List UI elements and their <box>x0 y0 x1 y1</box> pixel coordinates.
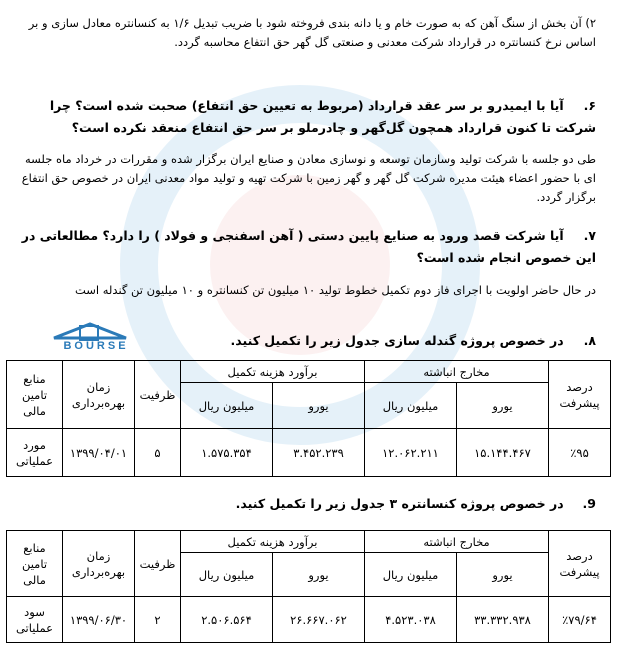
table-concentrate-project <box>6 530 611 643</box>
answer-6: طی دو جلسه با شرکت تولید وسازمان توسعه و نوسازی معادن و صنایع ایران برگزار شده و مقررات در خرداد ماه جلسه ای با حضور اعضاء هیئت مدیره شرکت گل گهر و گهر زمین با شرکت تهیه و تولید مواد معدنی ایران در خصوص حق انتفاع برگزار گردد. <box>21 152 596 204</box>
header-acc-euro: یورو <box>457 383 549 429</box>
header-funding: منابع تامین مالی <box>7 361 63 429</box>
cell-est-euro: ۳.۴۵۲.۲۳۹ <box>273 429 365 477</box>
header-capacity: ظرفیت <box>135 531 181 597</box>
question-7-number: ۷. <box>583 228 596 243</box>
cell-funding: سود عملیاتی <box>7 597 63 643</box>
cell-acc-euro: ۱۵.۱۴۴.۴۶۷ <box>457 429 549 477</box>
header-accumulated: مخارج انباشته <box>365 361 549 383</box>
cell-acc-euro: ۳۳.۳۳۲.۹۳۸ <box>457 597 549 643</box>
header-est-rial: میلیون ریال <box>181 383 273 429</box>
cell-capacity: ۲ <box>135 597 181 643</box>
header-accumulated: مخارج انباشته <box>365 531 549 553</box>
cell-funding: مورد عملیاتی <box>7 429 63 477</box>
answer-7: در حال حاضر اولویت با اجرای فاز دوم تکمیل خطوط تولید ۱۰ میلیون تن کنسانتره و ۱۰ میلیون تن گندله است <box>74 283 596 297</box>
header-estimate: برآورد هزینه تکمیل <box>181 361 365 383</box>
header-acc-rial: میلیون ریال <box>365 553 457 597</box>
header-est-rial: میلیون ریال <box>181 553 273 597</box>
header-acc-rial: میلیون ریال <box>365 383 457 429</box>
question-6-number: ۶. <box>583 98 596 113</box>
logo-text: BOURSE <box>63 340 129 352</box>
cell-progress: ٪۷۹/۶۴ <box>549 597 611 643</box>
cell-progress: ٪۹۵ <box>549 429 611 477</box>
header-est-euro: یورو <box>273 553 365 597</box>
cell-est-rial: ۱.۵۷۵.۳۵۴ <box>181 429 273 477</box>
cell-operation-time: ۱۳۹۹/۰۴/۰۱ <box>63 429 135 477</box>
question-9-text: در خصوص پروژه کنسانتره ۳ جدول زیر را تکمیل کنید. <box>235 496 564 511</box>
question-9-number: 9. <box>582 496 596 511</box>
cell-operation-time: ۱۳۹۹/۰۶/۳۰ <box>63 597 135 643</box>
cell-capacity: ۵ <box>135 429 181 477</box>
cell-est-euro: ۲۶.۶۶۷.۰۶۲ <box>273 597 365 643</box>
question-8-text: در خصوص پروژه گندله سازی جدول زیر را تکمیل کنید. <box>230 333 564 348</box>
question-9 <box>18 493 596 515</box>
paragraph-2: ۲) آن بخش از سنگ آهن که به صورت خام و یا دانه بندی فروخته شود با ضریب تبدیل ۱/۶ به کنسانتره معادل سازی و بر اساس نرخ کنسانتره در قرارداد شرکت معدنی و صنعتی گل گهر حق انتفاع محاسبه گردد. <box>28 16 596 49</box>
header-estimate: برآورد هزینه تکمیل <box>181 531 365 553</box>
header-est-euro: یورو <box>273 383 365 429</box>
cell-est-rial: ۲.۵۰۶.۵۶۴ <box>181 597 273 643</box>
question-7 <box>18 225 596 269</box>
header-acc-euro: یورو <box>457 553 549 597</box>
header-progress: درصد پیشرفت <box>549 531 611 597</box>
question-6 <box>18 95 596 139</box>
header-operation-time: زمان بهره‌برداری <box>63 531 135 597</box>
header-funding: منابع تامین مالی <box>7 531 63 597</box>
header-progress: درصد پیشرفت <box>549 361 611 429</box>
bourse-logo <box>40 318 152 354</box>
question-6-text: آیا با ایمیدرو بر سر عقد قرارداد (مربوط به تعیین حق انتفاع) صحبت شده است؟ چرا شرکت تا کنون قرارداد همچون گل‌گهر و چادرملو بر سر حق انتفاع منعقد نکرده است؟ <box>49 98 596 135</box>
question-7-text: آیا شرکت قصد ورود به صنایع پایین دستی ( آهن اسفنجی و فولاد ) را دارد؟ مطالعاتی در این خصوص انجام شده است؟ <box>21 228 596 265</box>
table-row <box>7 597 611 643</box>
question-8-number: ۸. <box>583 333 596 348</box>
cell-acc-rial: ۴.۵۲۳.۰۳۸ <box>365 597 457 643</box>
header-capacity: ظرفیت <box>135 361 181 429</box>
header-operation-time: زمان بهره‌برداری <box>63 361 135 429</box>
table-pellet-project <box>6 360 611 477</box>
cell-acc-rial: ۱۲.۰۶۲.۲۱۱ <box>365 429 457 477</box>
table-row <box>7 429 611 477</box>
